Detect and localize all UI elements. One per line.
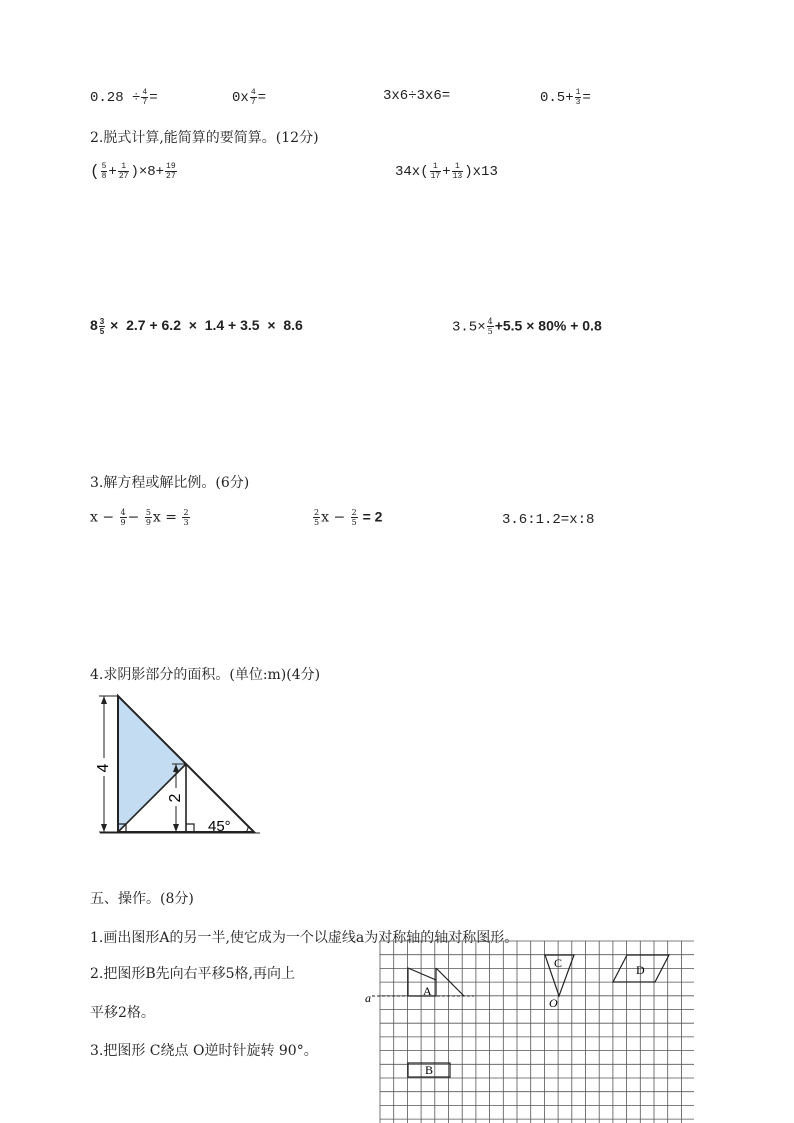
figure-b-label: B [425, 1063, 434, 1077]
q2-heading: 2.脱式计算,能简算的要简算。(12分) [90, 130, 319, 146]
q3-equation-2: $\frac{2}{5}$ x − $\frac{2}{5}$ = 2 [314, 508, 383, 527]
point-o-label: O [549, 996, 558, 1010]
grid-lines [380, 941, 694, 1123]
q2-problem-4: 3.5× $\frac{4}{5}$ +5.5 × 80% + 0.8 [452, 317, 602, 336]
right-angle-mark-2 [186, 824, 194, 832]
q2-problem-2: 34x( $\frac{1}{17}$ + $\frac{1}{13}$ )x13 [395, 162, 498, 181]
q3-equation-1: x − $\frac{4}{9}$ − $\frac{5}{9}$ x = $\frac{2}{3}$ [90, 508, 189, 527]
oral-expr-1: 0.28 ÷ $\frac{4}{7}$ = [90, 88, 158, 107]
q3-heading: 3.解方程或解比例。(6分) [90, 475, 250, 491]
sec5-instruction-3: 3.把图形 C绕点 O逆时针旋转 90°。 [90, 1043, 318, 1059]
oral-expr-3: 3x6÷3x6= [383, 88, 451, 104]
q4-heading: 4.求阴影部分的面积。(单位:m)(4分) [90, 667, 321, 683]
label-4: 4 [95, 763, 113, 773]
axis-a-label: a [365, 991, 371, 1005]
shaded-triangle-figure [90, 688, 270, 840]
sec5-instruction-1: 1.画出图形A的另一半,使它成为一个以虚线a为对称轴的轴对称图形。 [90, 930, 519, 946]
oral-expr-4: 0.5+ $\frac{1}{3}$ = [540, 88, 591, 107]
q2-problem-1: ( $\frac{5}{8}$ + $\frac{1}{27}$ )×8+ $\frac{19}{27}$ [90, 162, 176, 181]
operation-grid [362, 940, 702, 1123]
section5-heading: 五、操作。(8分) [90, 891, 194, 907]
label-2: 2 [167, 793, 185, 803]
sec5-instruction-2a: 2.把图形B先向右平移5格,再向上 [90, 966, 296, 982]
figure-c-label: C [554, 956, 563, 970]
label-45-degree: 45° [208, 818, 231, 835]
q2-problem-3: 8 $\frac{3}{5}$ × 2.7 + 6.2 × 1.4 + 3.5 × 8.6 [90, 317, 303, 336]
figure-d-label: D [636, 963, 645, 977]
q3-equation-3: 3.6:1.2=x:8 [502, 512, 595, 528]
oral-expr-2: 0x $\frac{4}{7}$ = [232, 88, 267, 107]
figure-a-label: A [423, 984, 432, 998]
sec5-instruction-2b: 平移2格。 [90, 1005, 155, 1021]
